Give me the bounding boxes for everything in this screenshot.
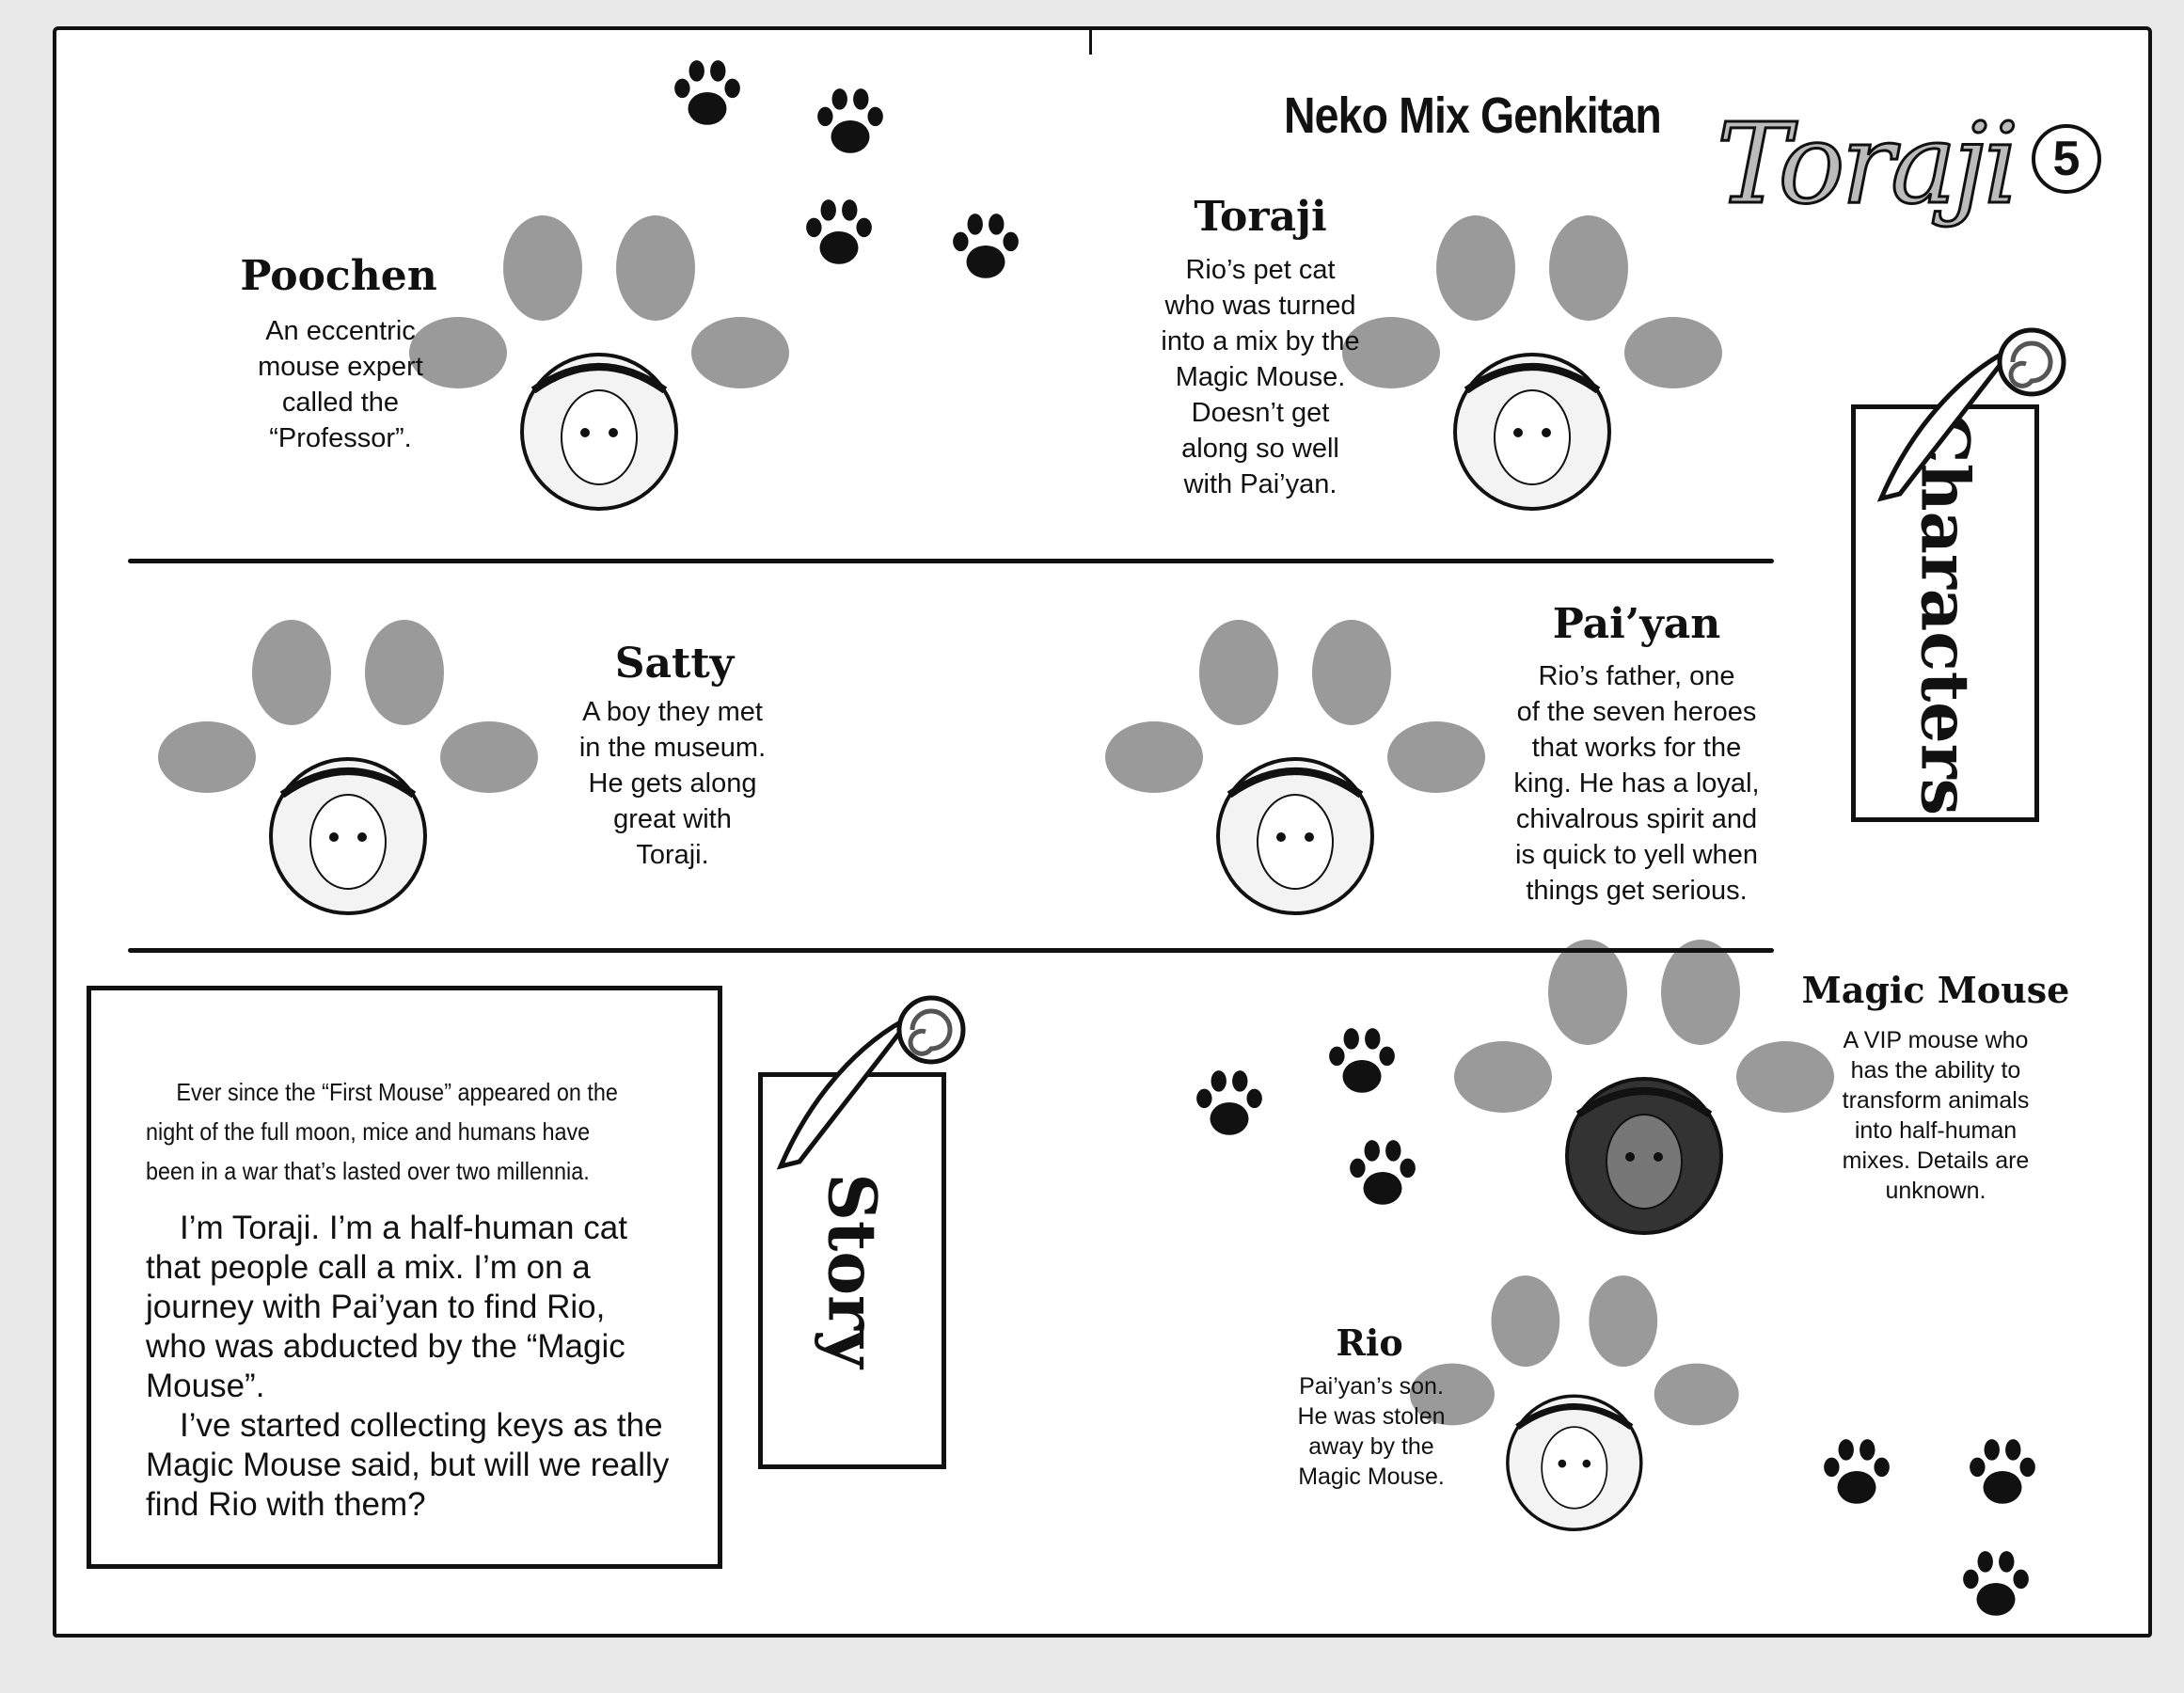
portrait-paiyan xyxy=(1098,607,1493,922)
portrait-poochen xyxy=(402,202,797,517)
story-paragraph-1-text: Ever since the “First Mouse” appeared on the night of the full moon, mice and humans have been in a war that’s lasted over two millennia. xyxy=(146,1078,618,1185)
paw-print-icon xyxy=(800,195,878,277)
paw-print-icon xyxy=(1957,1546,2034,1628)
paw-print-icon xyxy=(669,55,746,137)
paw-print-icon xyxy=(1191,1066,1268,1147)
character-desc-rio: Pai’yan’s son. He was stolen away by the Magic Mouse. xyxy=(1297,1373,1446,1490)
quill-icon xyxy=(771,988,969,1176)
section-divider xyxy=(128,559,1774,563)
character-name-paiyan: Pai’yan xyxy=(1552,600,1721,648)
character-name-toraji: Toraji xyxy=(1194,193,1327,241)
paw-print-icon xyxy=(1964,1434,2041,1516)
character-desc-satty: A boy they met in the museum. He gets along great with Toraji. xyxy=(578,697,767,870)
series-logo: Toraji xyxy=(1717,99,2016,229)
character-name-satty: Satty xyxy=(614,640,735,688)
paw-print-icon xyxy=(812,84,889,166)
portrait-toraji xyxy=(1335,202,1730,517)
story-heading: Story xyxy=(813,1173,892,1369)
story-paragraph-2 xyxy=(146,1209,673,1525)
character-desc-poochen: An eccentric mouse expert called the “Professor”. xyxy=(258,316,423,453)
portrait-satty xyxy=(150,607,546,922)
character-desc-paiyan: Rio’s father, one of the seven heroes that works for the king. He has a loyal, chivalrous spirit and is quick to yell when things get serious. xyxy=(1513,661,1760,906)
book-spine xyxy=(1089,26,1092,55)
paw-print-icon xyxy=(1323,1023,1401,1105)
character-name-poochen: Poochen xyxy=(240,252,437,300)
paw-print-icon xyxy=(1818,1434,1895,1516)
character-name-rio: Rio xyxy=(1336,1321,1403,1364)
quill-icon xyxy=(1872,320,2069,508)
story-paragraph-2-text: I’m Toraji. I’m a half-human cat that people call a mix. I’m on a journey with Pai’yan to find Rio, who was abducted by the “Magic Mouse”. xyxy=(146,1210,627,1404)
character-desc-toraji: Rio’s pet cat who was turned into a mix by the Magic Mouse. Doesn’t get along so well with Pai’yan. xyxy=(1161,255,1360,499)
series-title: Neko Mix Genkitan xyxy=(1284,87,1661,144)
character-desc-magic-mouse: A VIP mouse who has the ability to transform animals into half-human mixes. Details are unknown. xyxy=(1842,1027,2030,1204)
character-name-magic-mouse: Magic Mouse xyxy=(1801,969,2070,1011)
story-paragraph-1 xyxy=(146,1072,628,1191)
portrait-rio xyxy=(1403,1264,1746,1538)
volume-number: 5 xyxy=(2032,124,2101,194)
section-divider xyxy=(128,948,1774,953)
characters-heading: Characters xyxy=(1906,411,1985,815)
portrait-magic-mouse xyxy=(1447,926,1842,1242)
story-paragraph-3-text: I’ve started collecting keys as the Magic Mouse said, but will we really find Rio with them? xyxy=(146,1407,670,1523)
paw-print-icon xyxy=(1344,1135,1421,1217)
paw-print-icon xyxy=(947,209,1024,291)
